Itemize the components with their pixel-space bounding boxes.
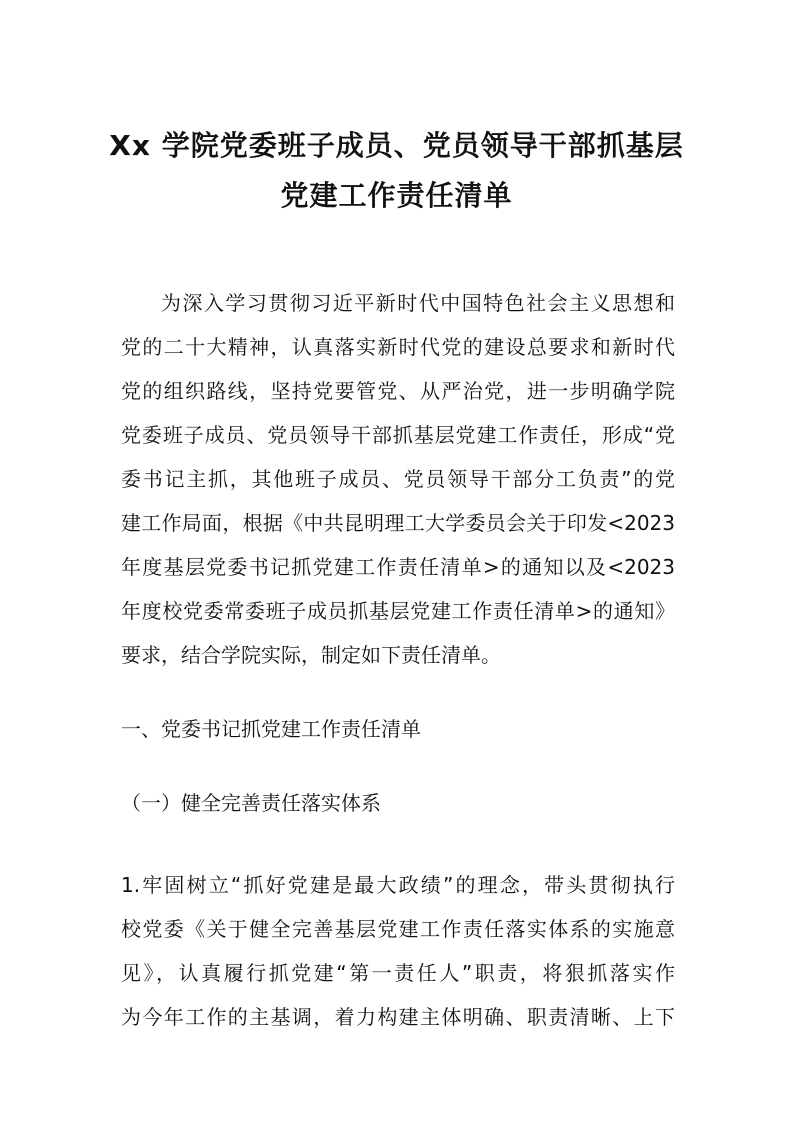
intro-line-7: 年度基层党委书记抓党建工作责任清单>的通知以及<2023 <box>121 555 675 579</box>
section-heading: 一、党委书记抓党建工作责任清单 <box>121 717 421 741</box>
intro-line-9: 要求，结合学院实际，制定如下责任清单。 <box>121 643 501 667</box>
intro-line-6: 建工作局面，根据《中共昆明理工大学委员会关于印发<2023 <box>121 511 675 535</box>
subsection-heading: （一）健全完善责任落实体系 <box>121 791 381 815</box>
item-line-4: 为今年工作的主基调，着力构建主体明确、职责清晰、上下 <box>121 1005 675 1029</box>
document-title-line-1: Xx 学院党委班子成员、党员领导干部抓基层 <box>109 129 684 162</box>
intro-line-4: 党委班子成员、党员领导干部抓基层党建工作责任，形成“党 <box>121 423 675 447</box>
intro-line-8: 年度校党委常委班子成员抓基层党建工作责任清单>的通知》 <box>121 599 675 623</box>
intro-line-1: 为深入学习贯彻习近平新时代中国特色社会主义思想和 <box>161 291 675 315</box>
document-title-line-2: 党建工作责任清单 <box>280 179 513 212</box>
item-line-1: 1.牢固树立“抓好党建是最大政绩”的理念，带头贯彻执行 <box>121 873 675 897</box>
intro-line-5: 委书记主抓，其他班子成员、党员领导干部分工负责”的党 <box>121 467 675 491</box>
item-line-2: 校党委《关于健全完善基层党建工作责任落实体系的实施意 <box>121 917 675 941</box>
item-line-3: 见》，认真履行抓党建“第一责任人”职责，将狠抓落实作 <box>121 961 675 985</box>
intro-line-3: 党的组织路线，坚持党要管党、从严治党，进一步明确学院 <box>121 379 675 403</box>
intro-line-2: 党的二十大精神，认真落实新时代党的建设总要求和新时代 <box>121 335 675 359</box>
